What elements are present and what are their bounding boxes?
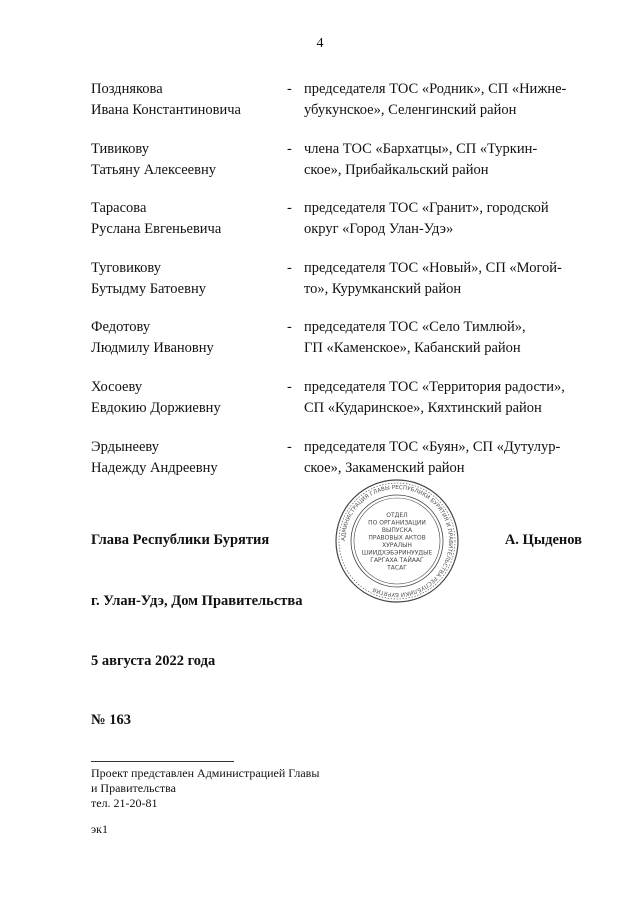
dash-separator: - — [287, 379, 292, 395]
list-item — [91, 198, 581, 238]
seal-inner-text: ПРАВОВЫХ АКТОВ — [368, 534, 426, 542]
person-role: председателя ТОС «Село Тимлюй», ГП «Каменское», Кабанский район — [304, 319, 526, 356]
person-role: председателя ТОС «Новый», СП «Могой- то», Курумканский район — [304, 260, 562, 297]
footnote-line: Проект представлен Администрацией Главы — [91, 766, 320, 780]
seal-inner-text: ОТДЕЛ — [386, 511, 408, 519]
person-role: председателя ТОС «Территория радости», СП «Кударинское», Кяхтинский район — [304, 379, 565, 416]
list-item — [91, 377, 581, 417]
dash-separator: - — [287, 200, 292, 216]
list-item — [91, 258, 581, 298]
document-number: № 163 — [91, 712, 131, 728]
footnote-code: эк1 — [91, 822, 108, 836]
dash-separator: - — [287, 319, 292, 335]
person-name: Эрдынееву Надежду Андреевну — [91, 439, 218, 476]
person-name: Туговикову Бутыдму Батоевну — [91, 260, 206, 297]
person-name: Позднякова Ивана Константиновича — [91, 81, 241, 118]
list-item — [91, 139, 581, 179]
seal-inner-text: ХУРАЛЫН — [382, 541, 412, 549]
person-name: Тивикову Татьяну Алексеевну — [91, 141, 216, 178]
person-role: председателя ТОС «Гранит», городской округ «Город Улан-Удэ» — [304, 200, 549, 237]
seal-inner-text: ВЫПУСКА — [381, 526, 413, 534]
official-seal-stamp — [334, 478, 460, 604]
place-line: г. Улан-Удэ, Дом Правительства — [91, 593, 303, 609]
seal-ring-text: АДМИНИСТРАЦИЯ ГЛАВЫ РЕСПУБЛИКИ БУРЯТИЯ И ПРАВИТЕЛЬСТВА РЕСПУБЛИКИ БУРЯТИЯ — [340, 484, 454, 598]
signatory-name: А. Цыденов — [504, 532, 582, 548]
page-number: 4 — [316, 36, 324, 51]
person-role: члена ТОС «Бархатцы», СП «Туркин- ское», Прибайкальский район — [304, 141, 538, 178]
person-role: председателя ТОС «Родник», СП «Нижне- убукунское», Селенгинский район — [304, 81, 567, 118]
signatory-title: Глава Республики Бурятия — [91, 532, 270, 548]
person-name: Федотову Людмилу Ивановну — [91, 319, 214, 356]
date-line: 5 августа 2022 года — [91, 653, 216, 669]
list-item — [91, 437, 581, 477]
footnote-divider — [91, 761, 234, 762]
dash-separator: - — [287, 141, 292, 157]
seal-inner-text: ГАРГАХА ТАЙААГ — [370, 556, 424, 564]
seal-inner-text: ПО ОРГАНИЗАЦИИ — [368, 519, 426, 527]
footnote-line: и Правительства — [91, 781, 176, 795]
seal-inner-text: ТАСАГ — [387, 564, 407, 572]
list-item — [91, 79, 581, 119]
person-role: председателя ТОС «Буян», СП «Дутулур- ское», Закаменский район — [304, 439, 561, 476]
dash-separator: - — [287, 260, 292, 276]
dash-separator: - — [287, 81, 292, 97]
person-name: Хосоеву Евдокию Доржиевну — [91, 379, 221, 416]
footnote-phone: тел. 21-20-81 — [91, 796, 158, 810]
seal-inner-text: ШИИДХЭБЭРИНУУДЫЕ — [361, 549, 433, 557]
dash-separator: - — [287, 439, 292, 455]
person-name: Тарасова Руслана Евгеньевича — [91, 200, 222, 237]
list-item — [91, 317, 581, 357]
